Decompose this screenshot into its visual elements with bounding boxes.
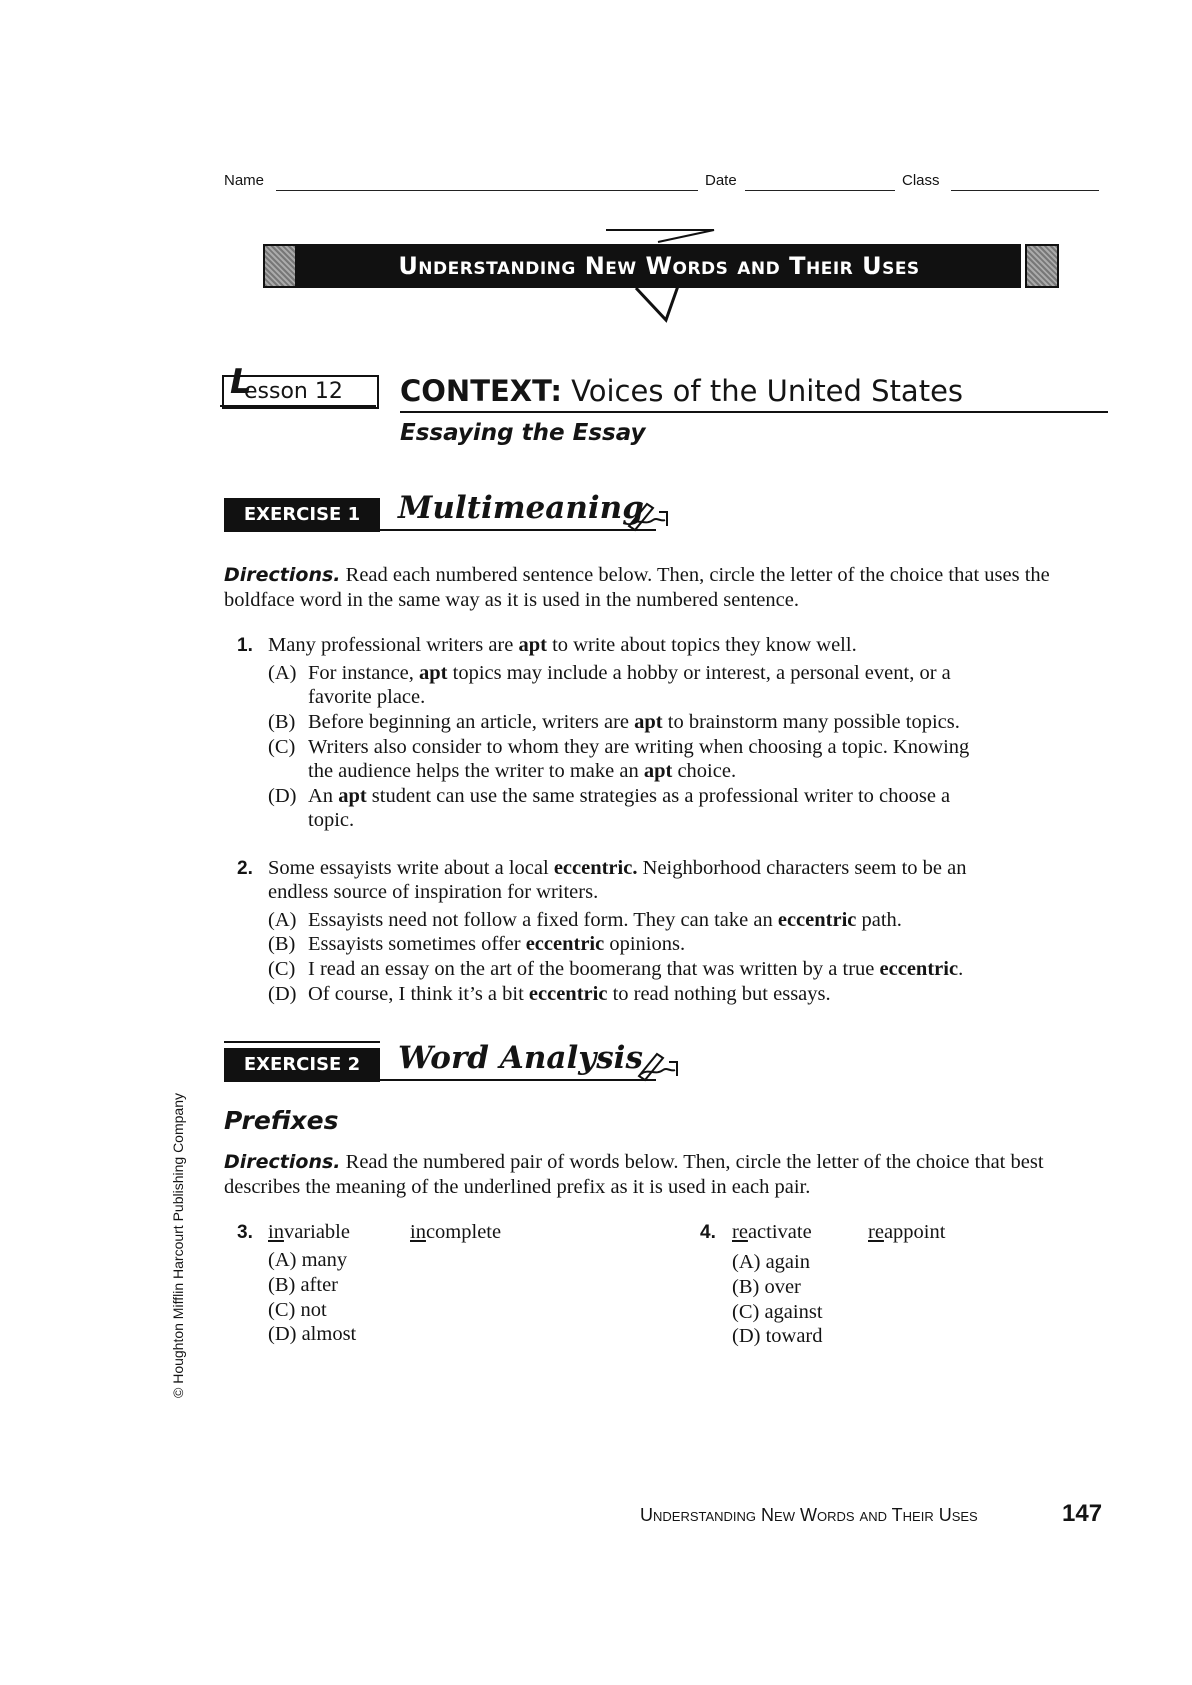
sentence-text: Many professional writers are bbox=[268, 634, 519, 656]
lesson-box bbox=[222, 362, 379, 409]
option-3b[interactable]: (B) after bbox=[268, 1274, 338, 1296]
question-4-word-2 bbox=[868, 1220, 945, 1244]
section-heading: Prefixes bbox=[224, 1106, 339, 1135]
option-2c bbox=[308, 957, 963, 981]
option-3a[interactable]: (A) many bbox=[268, 1249, 348, 1271]
question-1-sentence bbox=[268, 633, 857, 657]
option-text: I read an essay on the art of the boomerang that was written by a true bbox=[308, 958, 880, 980]
class-label: Class bbox=[902, 172, 940, 189]
pencil-writing-icon bbox=[635, 1050, 681, 1082]
option-letter[interactable]: (B) bbox=[268, 933, 296, 955]
word-root: complete bbox=[425, 1221, 502, 1243]
option-letter[interactable]: (C) bbox=[268, 736, 296, 758]
exercise2-label: EXERCISE 2 bbox=[224, 1048, 380, 1082]
question-number: 3. bbox=[237, 1222, 253, 1243]
banner-title: Understanding New Words and Their Uses bbox=[398, 252, 920, 280]
exercise1-rule bbox=[380, 529, 656, 531]
option-text: choice. bbox=[672, 760, 737, 782]
option-4c[interactable]: (C) against bbox=[732, 1301, 823, 1323]
word-root: activate bbox=[747, 1221, 812, 1243]
boldface-word: eccentric bbox=[879, 958, 959, 980]
option-letter[interactable]: (B) bbox=[268, 711, 296, 733]
question-number: 4. bbox=[700, 1222, 716, 1243]
option-1d bbox=[308, 784, 950, 808]
boldface-word: eccentric bbox=[525, 933, 605, 955]
prefix: in bbox=[410, 1221, 426, 1243]
copyright-notice: © Houghton Mifflin Harcourt Publishing Company bbox=[170, 1093, 186, 1398]
option-text: to brainstorm many possible topics. bbox=[662, 711, 960, 733]
directions-label: Directions. bbox=[224, 1151, 341, 1173]
option-letter[interactable]: (D) bbox=[268, 983, 297, 1005]
option-2b bbox=[308, 932, 685, 956]
option-4d[interactable]: (D) toward bbox=[732, 1325, 823, 1347]
option-3c[interactable]: (C) not bbox=[268, 1299, 327, 1321]
directions-text: Read the numbered pair of words below. Then, circle the letter of the choice that best describes the meaning of the underlined prefix as it is used in each pair. bbox=[224, 1151, 1044, 1198]
word-root: variable bbox=[283, 1221, 350, 1243]
lesson-subtitle: Essaying the Essay bbox=[400, 420, 646, 446]
sentence-text: Neighborhood characters seem to be an bbox=[637, 857, 967, 879]
boldface-word: apt bbox=[643, 760, 673, 782]
exercise1-title: Multimeaning bbox=[398, 490, 644, 526]
option-1a bbox=[308, 661, 951, 685]
option-text: An bbox=[308, 785, 339, 807]
exercise2-directions bbox=[224, 1150, 1109, 1200]
directions-text: Read each numbered sentence below. Then, circle the letter of the choice that uses the boldface word in the same way as it is used in the numbered sentence. bbox=[224, 564, 1050, 611]
option-text: student can use the same strategies as a professional writer to choose a bbox=[366, 785, 951, 807]
question-3-word-1 bbox=[268, 1220, 350, 1244]
name-label: Name bbox=[224, 172, 265, 189]
option-text: the audience helps the writer to make an bbox=[308, 760, 644, 782]
option-text: to read nothing but essays. bbox=[607, 983, 831, 1005]
boldface-word: eccentric. bbox=[553, 857, 638, 879]
boldface-word: apt bbox=[419, 662, 448, 684]
question-number: 2. bbox=[237, 858, 253, 879]
option-1c: Writers also consider to whom they are writing when choosing a topic. Knowing bbox=[308, 736, 970, 758]
option-1b bbox=[308, 710, 960, 734]
word-root: appoint bbox=[883, 1221, 946, 1243]
option-2a bbox=[308, 908, 902, 932]
prefix: re bbox=[732, 1221, 748, 1243]
pencil-writing-icon bbox=[625, 500, 671, 532]
option-letter[interactable]: (C) bbox=[268, 958, 296, 980]
boldface-word: apt bbox=[518, 634, 547, 656]
option-text: Essayists need not follow a fixed form. They can take an bbox=[308, 909, 778, 931]
class-line[interactable] bbox=[951, 190, 1099, 191]
lesson-label: esson 12 bbox=[244, 379, 343, 404]
option-text: . bbox=[958, 958, 964, 980]
name-line[interactable] bbox=[276, 190, 698, 191]
option-letter[interactable]: (A) bbox=[268, 909, 297, 931]
question-2-cont: endless source of inspiration for writers. bbox=[268, 881, 599, 903]
option-4b[interactable]: (B) over bbox=[732, 1276, 801, 1298]
exercise2-top-rule bbox=[224, 1041, 380, 1043]
boldface-word: eccentric bbox=[528, 983, 608, 1005]
option-1c-cont bbox=[308, 759, 736, 783]
option-text: Before beginning an article, writers are bbox=[308, 711, 635, 733]
option-4a[interactable]: (A) again bbox=[732, 1251, 810, 1273]
option-3d[interactable]: (D) almost bbox=[268, 1323, 357, 1345]
boldface-word: apt bbox=[634, 711, 663, 733]
question-number: 1. bbox=[237, 635, 253, 656]
lesson-rule bbox=[400, 411, 1108, 413]
date-line[interactable] bbox=[745, 190, 895, 191]
prefix: re bbox=[868, 1221, 884, 1243]
question-4-word-1 bbox=[732, 1220, 812, 1244]
exercise1-label: EXERCISE 1 bbox=[224, 498, 380, 532]
lesson-box-underline bbox=[220, 405, 376, 407]
boldface-word: apt bbox=[338, 785, 367, 807]
sentence-text: to write about topics they know well. bbox=[546, 634, 857, 656]
lesson-title bbox=[400, 374, 963, 408]
prefix: in bbox=[268, 1221, 284, 1243]
banner-left-square bbox=[263, 244, 297, 288]
option-text: Of course, I think it’s a bit bbox=[308, 983, 529, 1005]
sentence-text: Some essayists write about a local bbox=[268, 857, 554, 879]
directions-label: Directions. bbox=[224, 564, 341, 586]
exercise2-rule bbox=[380, 1079, 656, 1081]
lesson-initial: L bbox=[230, 362, 252, 402]
option-letter[interactable]: (A) bbox=[268, 662, 297, 684]
option-text: Essayists sometimes offer bbox=[308, 933, 526, 955]
option-text: opinions. bbox=[604, 933, 686, 955]
exercise2-title: Word Analysis bbox=[398, 1040, 643, 1076]
page-number: 147 bbox=[1062, 1500, 1103, 1527]
option-text: path. bbox=[856, 909, 902, 931]
boldface-word: eccentric bbox=[777, 909, 857, 931]
context-topic: Voices of the United States bbox=[561, 374, 964, 408]
option-1a-cont: favorite place. bbox=[308, 686, 426, 708]
banner-right-square bbox=[1025, 244, 1059, 288]
exercise1-directions bbox=[224, 563, 1109, 613]
option-2d bbox=[308, 982, 831, 1006]
date-label: Date bbox=[705, 172, 737, 189]
option-text: topics may include a hobby or interest, a personal event, or a bbox=[447, 662, 951, 684]
question-3-word-2 bbox=[410, 1220, 501, 1244]
option-1d-cont: topic. bbox=[308, 809, 355, 831]
option-letter[interactable]: (D) bbox=[268, 785, 297, 807]
option-text: For instance, bbox=[308, 662, 420, 684]
footer-title: Understanding New Words and Their Uses bbox=[640, 1505, 978, 1525]
context-label: CONTEXT: bbox=[400, 374, 562, 408]
question-2-sentence bbox=[268, 856, 966, 880]
